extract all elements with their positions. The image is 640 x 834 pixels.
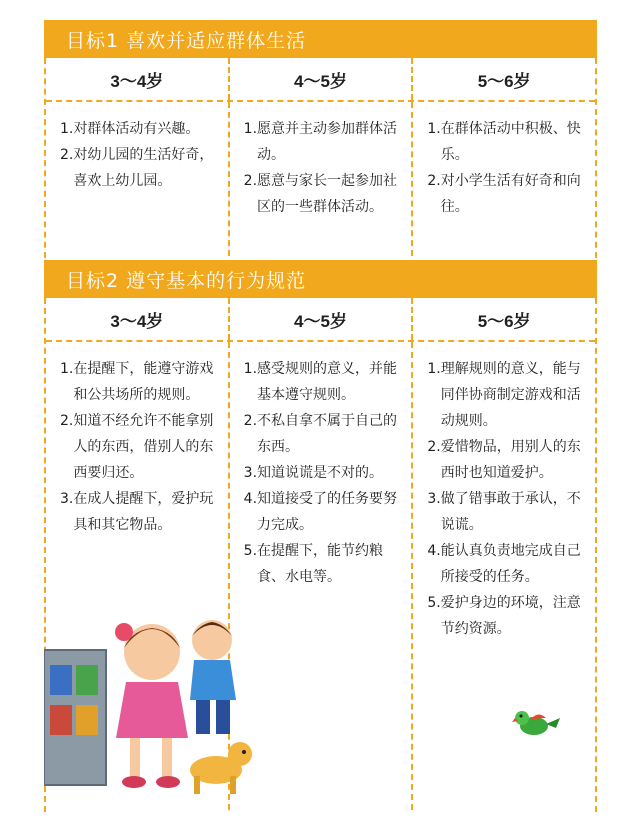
list-item: 4. 能认真负责地完成自己所接受的任务。 <box>427 543 581 585</box>
section-1-title-text: 目标1 喜欢并适应群体生活 <box>66 29 307 52</box>
list-item: 2. 对幼儿园的生活好奇，喜欢上幼儿园。 <box>60 147 214 189</box>
col-header-3-4: 3～4岁 <box>110 311 164 331</box>
col-4-5-list <box>228 102 412 256</box>
girl-dress <box>116 682 188 738</box>
list-item: 2. 知道不经允许不能拿别人的东西，借别人的东西要归还。 <box>60 413 214 481</box>
col-header-5-6: 5～6岁 <box>411 58 595 100</box>
boy-shirt <box>190 660 236 700</box>
col-header-4-5: 4～5岁 <box>228 298 412 340</box>
col-header-4-5: 4～5岁 <box>228 58 412 100</box>
list-item: 5. 在提醒下，能节约粮食、水电等。 <box>243 543 384 585</box>
section-1-table <box>44 58 597 258</box>
boy-head <box>192 620 232 660</box>
col-header-3-4: 3～4岁 <box>110 71 164 91</box>
list-item: 4. 知道接受了的任务要努力完成。 <box>243 491 398 533</box>
list-item: 2. 爱惜物品，用别人的东西时也知道爱护。 <box>427 439 581 481</box>
list-item: 1. 愿意并主动参加群体活动。 <box>243 121 398 163</box>
list-item: 2. 愿意与家长一起参加社区的一些群体活动。 <box>243 173 398 215</box>
section-2-header-row <box>46 298 595 342</box>
parrot-illustration <box>512 704 562 744</box>
section-1-body-row <box>46 102 595 256</box>
list-item: 1. 在提醒下，能遵守游戏和公共场所的规则。 <box>60 361 214 403</box>
list-item: 3. 知道说谎是不对的。 <box>243 465 384 481</box>
list-item: 1. 对群体活动有兴趣。 <box>60 121 200 137</box>
list-item: 1. 理解规则的意义，能与同伴协商制定游戏和活动规则。 <box>427 361 581 429</box>
col-5-6-list <box>411 102 595 256</box>
col-3-4-list <box>46 102 228 256</box>
children-recycling-illustration <box>44 610 274 810</box>
section-1-title <box>44 20 597 58</box>
col-header-5-6: 5～6岁 <box>411 298 595 340</box>
list-item: 3. 在成人提醒下，爱护玩具和其它物品。 <box>60 491 214 533</box>
list-item: 1. 在群体活动中积极、快乐。 <box>427 121 581 163</box>
list-item: 2. 对小学生活有好奇和向往。 <box>427 173 581 215</box>
list-item: 1. 感受规则的意义，并能基本遵守规则。 <box>243 361 398 403</box>
list-item: 5. 爱护身边的环境，注意节约资源。 <box>427 595 581 637</box>
section-1-header-row <box>46 58 595 102</box>
section-2-title <box>44 260 597 298</box>
section-2-title-text: 目标2 遵守基本的行为规范 <box>66 269 307 292</box>
col-5-6-list <box>411 342 595 810</box>
list-item: 3. 做了错事敢于承认，不说谎。 <box>427 491 581 533</box>
list-item: 2. 不私自拿不属于自己的东西。 <box>243 413 398 455</box>
